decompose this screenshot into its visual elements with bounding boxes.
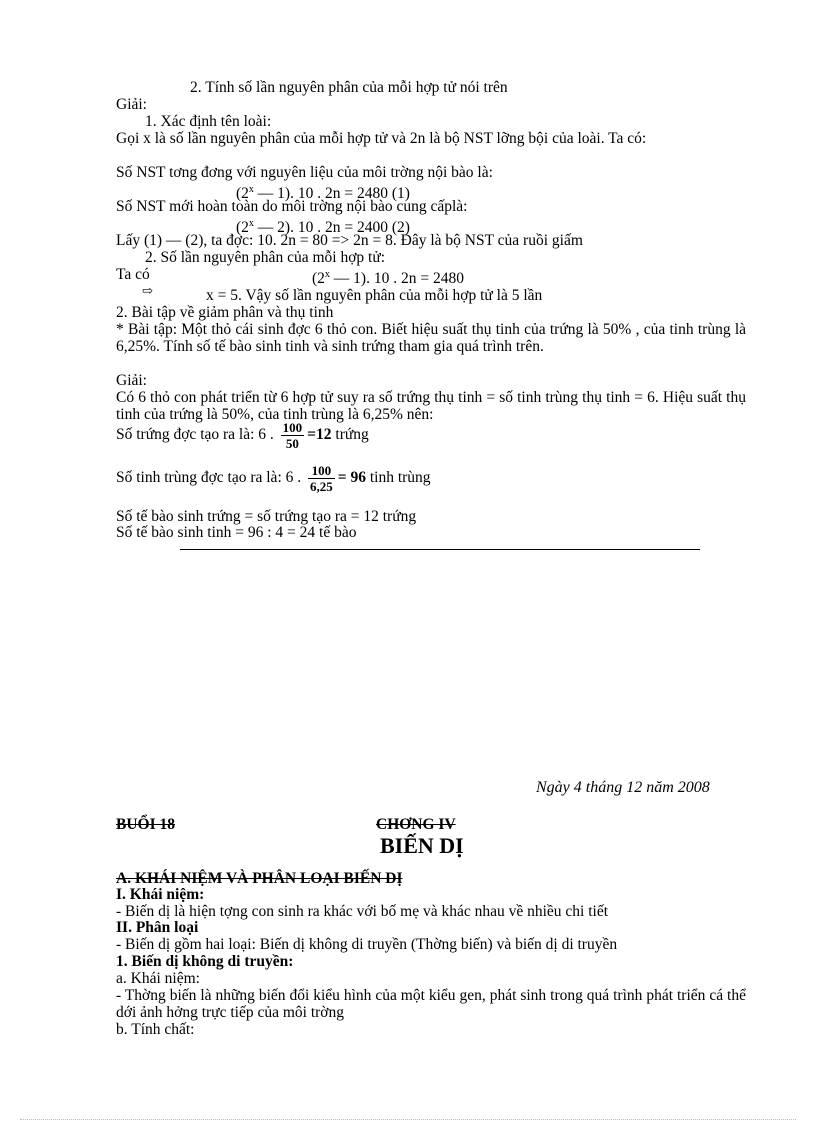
chapter-label: CHƠNG IV bbox=[376, 816, 456, 833]
modification-definition: - Thờng biến là những biến đổi kiểu hình của một kiểu gen, phát sinh trong quá trình phát triển cá thể dới ảnh hởng trực tiếp của môi trờng bbox=[116, 987, 746, 1021]
nst-equivalent-line: Số NST tơng đơng với nguyên liệu của môi trờng nội bào là: bbox=[116, 164, 493, 181]
step-2-heading: 2. Số lần nguyên phân của mỗi hợp tử: bbox=[145, 249, 386, 266]
date-line: Ngày 4 tháng 12 năm 2008 bbox=[536, 779, 710, 796]
egg-cells-line: Số tế bào sinh trứng = số trứng tạo ra = 12 trứng bbox=[116, 508, 417, 525]
nst-new-line: Số NST mới hoàn toàn do môi trờng nội bào cung cấplà: bbox=[116, 198, 468, 215]
paragraph-define-x: Gọi x là số lần nguyên phân của mỗi hợp tử và 2n là bộ NST lỡng bội của loài. Ta có: bbox=[116, 130, 647, 147]
exercise-paragraph: * Bài tập: Một thỏ cái sinh đợc 6 thỏ con. Biết hiệu suất thụ tinh của trứng là 50% , của tinh trùng là 6,25%. Tính số tế bào sinh tinh và sinh trứng tham gia quá trình trên. bbox=[116, 321, 746, 355]
result-x-line: x = 5. Vậy số lần nguyên phân của mỗi hợp tử là 5 lần bbox=[206, 287, 543, 304]
definition-line: - Biến dị là hiện tợng con sinh ra khác với bố mẹ và khác nhau về nhiều chi tiết bbox=[116, 903, 609, 920]
page-bottom-border bbox=[20, 1119, 796, 1120]
ta-co-label: Ta có bbox=[116, 266, 150, 283]
classification-line: - Biến dị gồm hai loại: Biến dị không di truyền (Thờng biến) và biến dị di truyền bbox=[116, 936, 618, 953]
classification-heading: II. Phân loại bbox=[116, 919, 199, 936]
fraction-sperm: $\frac{100}{6,25}$ bbox=[310, 463, 333, 494]
equation-3: (2$^x$ — 1). 10 . 2n = 2480 bbox=[312, 269, 464, 288]
implies-arrow-icon: ⇨ bbox=[142, 283, 153, 298]
chapter-title: BIẾN DỊ bbox=[380, 833, 464, 858]
solution-label: Giải: bbox=[116, 96, 147, 113]
section-a-heading: A. KHÁI NIỆM VÀ PHÂN LOẠI BIẾN DỊ bbox=[116, 870, 403, 887]
sperm-equation: Số tinh trùng đợc tạo ra là: 6 . $\frac{100}{6,25}$ = 96 tinh trùng bbox=[116, 463, 431, 494]
properties-subheading: b. Tính chất: bbox=[116, 1021, 195, 1038]
step-1-heading: 1. Xác định tên loài: bbox=[145, 113, 272, 130]
fraction-eggs: $\frac{100}{50}$ bbox=[282, 420, 303, 451]
equation-2: (2$^x$ — 2). 10 . 2n = 2400 (2) bbox=[236, 218, 410, 237]
eggs-equation: Số trứng đợc tạo ra là: 6 . $\frac{100}{50}$ =12 trứng bbox=[116, 420, 369, 451]
non-hereditary-heading: 1. Biến dị không di truyền: bbox=[116, 953, 294, 970]
reasoning-paragraph: Có 6 thỏ con phát triển từ 6 hợp tử suy ra số trứng thụ tinh = số tinh trùng thụ tinh = 6. Hiệu suất thụ tinh của trứng là 50%, của tinh trùng là 6,25% nên: bbox=[116, 389, 746, 423]
subtraction-line: Lấy (1) — (2), ta đợc: 10. 2n = 80 => 2n = 8. Đây là bộ NST của ruồi giấm bbox=[116, 232, 583, 249]
equation-1: (2$^x$ — 1). 10 . 2n = 2480 (1) bbox=[236, 184, 410, 203]
question-2-line: 2. Tính số lần nguyên phân của mỗi hợp tử nói trên bbox=[190, 79, 508, 96]
session-label: BUỔI 18 bbox=[116, 816, 175, 833]
concept-subheading: a. Khái niệm: bbox=[116, 970, 200, 987]
separator-line bbox=[180, 549, 700, 550]
section-2-heading: 2. Bài tập về giảm phân và thụ tinh bbox=[116, 304, 334, 321]
sperm-cells-line: Số tế bào sinh tinh = 96 : 4 = 24 tế bào bbox=[116, 524, 357, 541]
solution-label-2: Giải: bbox=[116, 372, 147, 389]
concept-heading: I. Khái niệm: bbox=[116, 886, 205, 903]
